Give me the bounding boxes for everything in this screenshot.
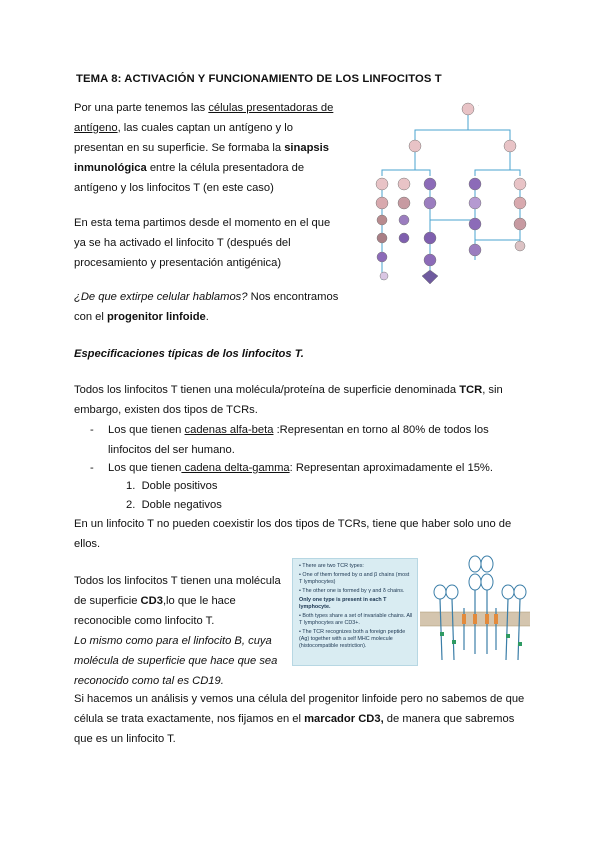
stem-cell [462, 103, 479, 115]
lymphoid-cells [422, 178, 526, 284]
svg-text:.: . [478, 103, 479, 107]
numbered-item-2: 2. Doble negativos [126, 499, 222, 511]
hematopoiesis-svg [370, 100, 530, 290]
page-title: TEMA 8: ACTIVACIÓN Y FUNCIONAMIENTO DE LOS LINFOCITOS T [76, 73, 442, 85]
tcr-membrane-svg [420, 550, 530, 666]
final-paragraph: Si hacemos un análisis y vemos una célula del progenitor linfoide pero no sabemos de que célula se trata exactamente, nos fijamos en el marcador CD3, de manera que sabremos que es un linfocito T. [74, 693, 525, 745]
hematopoiesis-diagram [370, 100, 530, 290]
bullet-delta-gamma: - Los que tienen cadena delta-gamma: Representan aproximadamente el 15%. [90, 462, 493, 474]
section-subheading: Especificaciones típicas de los linfocitos T. [74, 348, 304, 360]
tcr-chains [434, 556, 526, 599]
tcr-figure-textbox: • There are two TCR types: • One of them formed by α and β chains (most T lymphocytes) • The other one is formed by γ and δ chains. Only one type is present in each T lymphocyte. • Both types share a set of invariable chains. All T lymphocytes are CD3+. • The TCR recognizes both a foreign peptide (Ag) together with a self MHC molecule (histocompatible restriction). [292, 558, 418, 666]
coexist-paragraph: En un linfocito T no pueden coexistir los dos tipos de TCRs, tiene que haber solo uno de ellos. [74, 518, 512, 550]
intro-paragraph: Por una parte tenemos las células presentadoras de antígeno, las cuales captan un antígeno y lo presentan en su superficie. Se formaba la sinapsis inmunológica entre la célula presentadora de antígeno y los linfocitos T (en este caso) [74, 102, 334, 194]
numbered-item-1: 1. Doble positivos [126, 480, 218, 492]
lineage-paragraph: ¿De que extirpe celular hablamos? Nos encontramos con el progenitor linfoide. [74, 291, 339, 323]
apc-link: células presentadoras de [208, 102, 334, 114]
context-paragraph: En esta tema partimos desde el momento en el que ya se ha activado el linfocito T (después del procesamiento y presentación antigénica) [74, 217, 331, 269]
tcr-membrane-diagram [420, 550, 530, 666]
cd3-paragraph: Todos los linfocitos T tienen una molécula de superficie CD3,lo que le hace reconocible como linfocito T. Lo mismo como para el linfocito B, cuya molécula de superficie que hace que sea reconocido como tal es CD19. [74, 575, 281, 687]
tcr-paragraph: Todos los linfocitos T tienen una molécula/proteína de superficie denominada TCR, sin embargo, existen dos tipos de TCRs. [74, 384, 503, 416]
bullet-alpha-beta: - Los que tienen cadenas alfa-beta :Representan en torno al 80% de todos los linfocitos del ser humano. [90, 424, 489, 456]
myeloid-cells [376, 178, 410, 280]
